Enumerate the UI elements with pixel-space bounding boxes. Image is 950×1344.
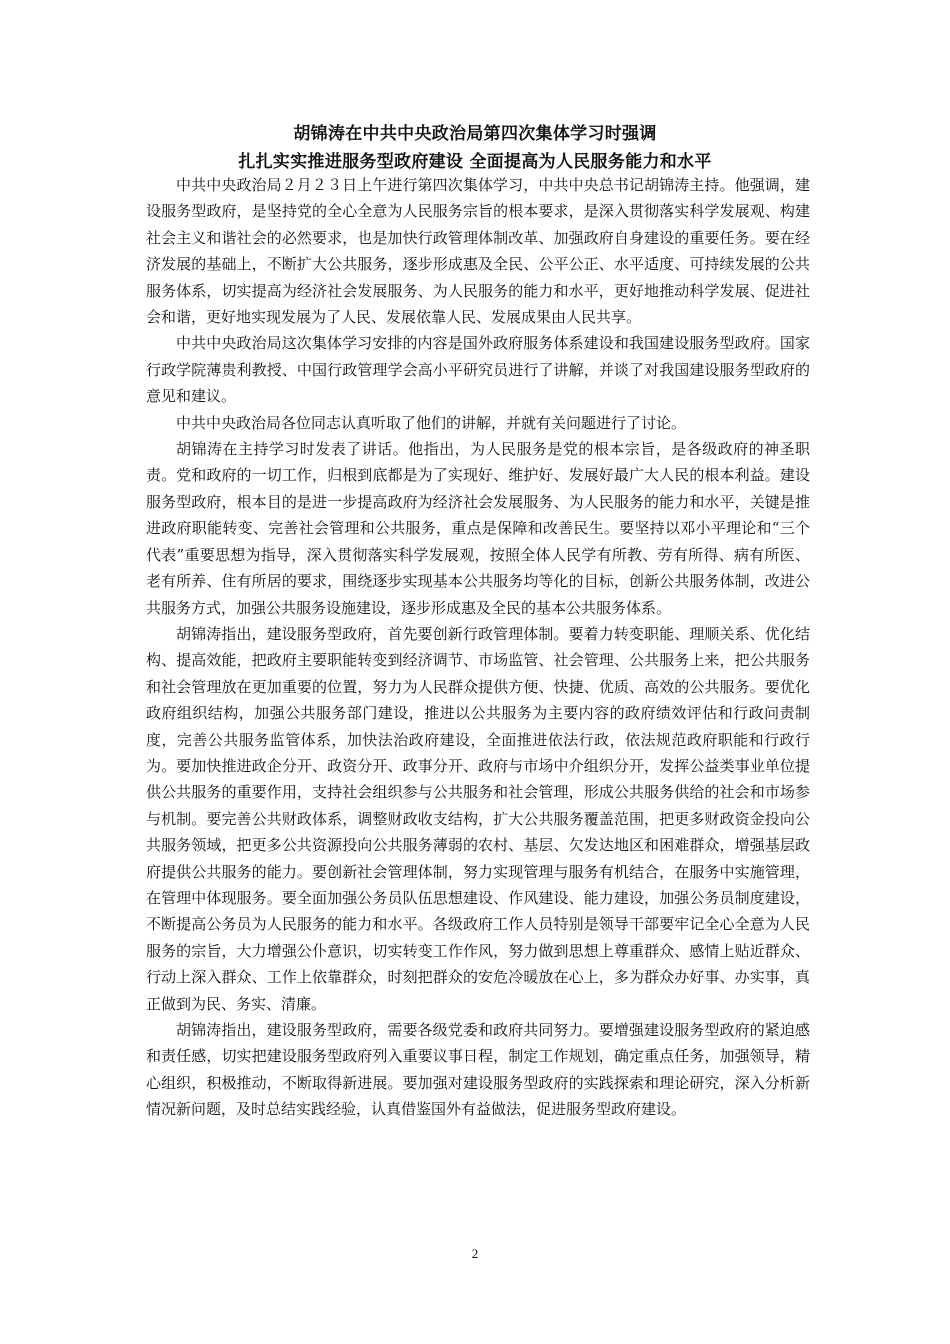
paragraph-6: 胡锦涛指出，建设服务型政府，需要各级党委和政府共同努力。要增强建设服务型政府的紧迫感和责任感，切实把建设服务型政府列入重要议事日程，制定工作规划，确定重点任务，加强领导，精心组织，积极推动，不断取得新进展。要加强对建设服务型政府的实践探索和理论研究，深入分析新情况新问题，及时总结实践经验，认真借鉴国外有益做法，促进服务型政府建设。 <box>146 1021 810 1119</box>
document-title <box>118 120 832 176</box>
title-line-2: 扎扎实实推进服务型政府建设 全面提高为人民服务能力和水平 <box>238 152 712 172</box>
title-line-1: 胡锦涛在中共中央政治局第四次集体学习时强调 <box>293 124 657 144</box>
paragraph-4: 胡锦涛在主持学习时发表了讲话。他指出，为人民服务是党的根本宗旨，是各级政府的神圣职责。党和政府的一切工作，归根到底都是为了实现好、维护好、发展好最广大人民的根本利益。建设服务型政府，根本目的是进一步提高政府为经济社会发展服务、为人民服务的能力和水平，关键是推进政府职能转变、完善社会管理和公共服务，重点是保障和改善民生。要坚持以邓小平理论和“三个代表”重要思想为指导，深入贯彻落实科学发展观，按照全体人民学有所教、劳有所得、病有所医、老有所养、住有所居的要求，围绕逐步实现基本公共服务均等化的目标，创新公共服务体制，改进公共服务方式，加强公共服务设施建设，逐步形成惠及全民的基本公共服务体系。 <box>146 440 810 617</box>
paragraph-2: 中共中央政治局这次集体学习安排的内容是国外政府服务体系建设和我国建设服务型政府。国家行政学院薄贵利教授、中国行政管理学会高小平研究员进行了讲解，并谈了对我国建设服务型政府的意见和建议。 <box>146 334 810 406</box>
paragraph-1: 中共中央政治局２月２３日上午进行第四次集体学习，中共中央总书记胡锦涛主持。他强调，建设服务型政府，是坚持党的全心全意为人民服务宗旨的根本要求，是深入贯彻落实科学发展观、构建社会主义和谐社会的必然要求，也是加快行政管理体制改革、加强政府自身建设的重要任务。要在经济发展的基础上，不断扩大公共服务，逐步形成惠及全民、公平公正、水平适度、可持续发展的公共服务体系，切实提高为经济社会发展服务、为人民服务的能力和水平，更好地推动科学发展、促进社会和谐，更好地实现发展为了人民、发展依靠人民、发展成果由人民共享。 <box>146 176 810 327</box>
body-text <box>146 172 810 1123</box>
paragraph-5: 胡锦涛指出，建设服务型政府，首先要创新行政管理体制。要着力转变职能、理顺关系、优化结构、提高效能，把政府主要职能转变到经济调节、市场监管、社会管理、公共服务上来，把公共服务和社会管理放在更加重要的位置，努力为人民群众提供方便、快捷、优质、高效的公共服务。要优化政府组织结构，加强公共服务部门建设，推进以公共服务为主要内容的政府绩效评估和行政问责制度，完善公共服务监管体系，加快法治政府建设，全面推进依法行政，依法规范政府职能和行政行为。要加快推进政企分开、政资分开、政事分开、政府与市场中介组织分开，发挥公益类事业单位提供公共服务的重要作用，支持社会组织参与公共服务和社会管理，形成公共服务供给的社会和市场参与机制。要完善公共财政体系，调整财政收支结构，扩大公共服务覆盖范围，把更多财政资金投向公共服务领域，把更多公共资源投向公共服务薄弱的农村、基层、欠发达地区和困难群众，增强基层政府提供公共服务的能力。要创新社会管理体制，努力实现管理与服务有机结合，在服务中实施管理，在管理中体现服务。要全面加强公务员队伍思想建设、作风建设、能力建设，加强公务员制度建设，不断提高公务员为人民服务的能力和水平。各级政府工作人员特别是领导干部要牢记全心全意为人民服务的宗旨，大力增强公仆意识，切实转变工作作风，努力做到思想上尊重群众、感情上贴近群众、行动上深入群众、工作上依靠群众，时刻把群众的安危冷暖放在心上，多为群众办好事、办实事，真正做到为民、务实、清廉。 <box>146 624 810 1013</box>
page-number: 2 <box>471 1246 479 1261</box>
paragraph-3: 中共中央政治局各位同志认真听取了他们的讲解，并就有关问题进行了讨论。 <box>176 413 687 432</box>
